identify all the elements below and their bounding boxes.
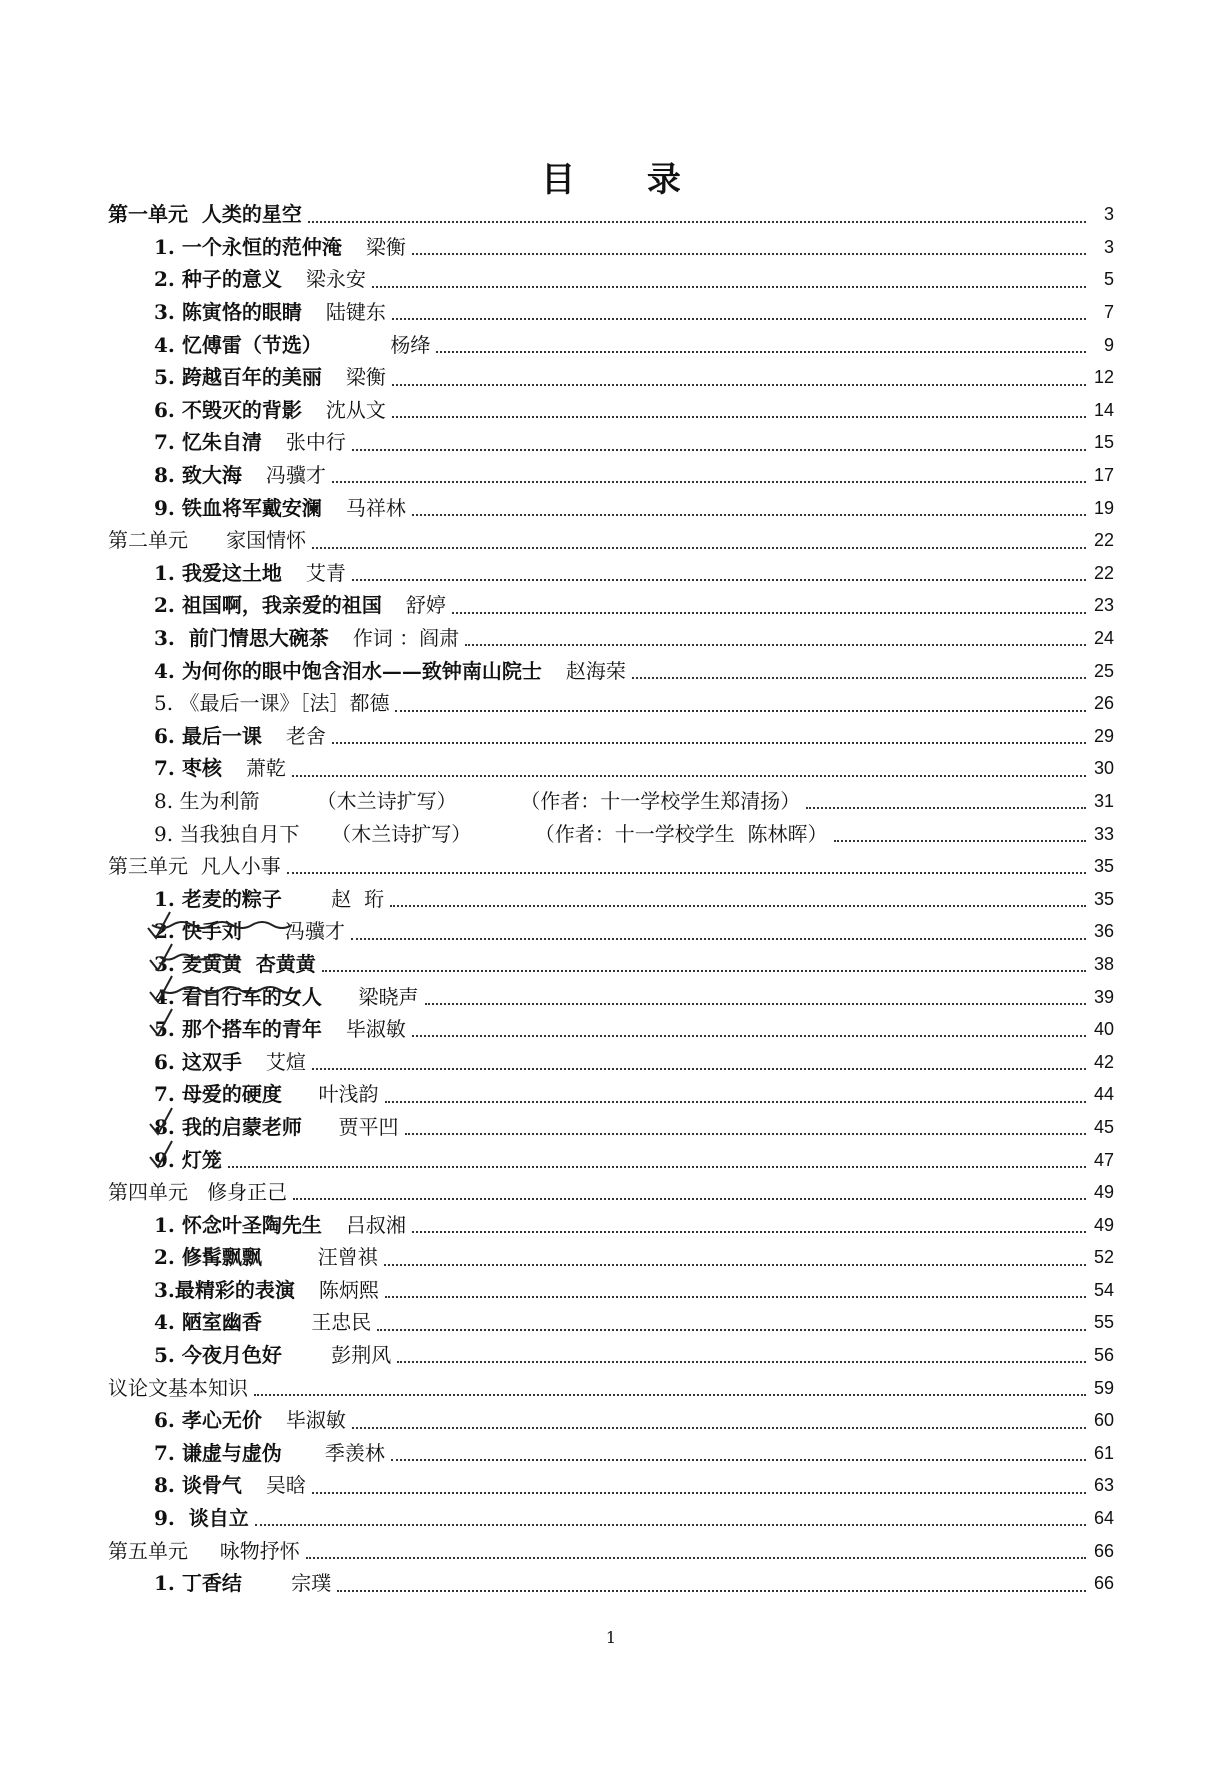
toc-entry-row xyxy=(108,296,1114,329)
entry-title: 2. 修髯飘飘 xyxy=(154,1245,262,1270)
toc-entry-row xyxy=(108,980,1114,1013)
entry-page-number: 66 xyxy=(1093,1573,1114,1594)
toc-entry-row xyxy=(108,1078,1114,1111)
dot-leader xyxy=(292,767,1086,777)
toc-entry-row xyxy=(108,1502,1114,1535)
dot-leader xyxy=(308,213,1086,223)
dot-leader xyxy=(412,1027,1086,1037)
entry-title: 7. 枣核 xyxy=(154,756,222,781)
toc-unit-row xyxy=(108,198,1114,231)
entry-page-number: 44 xyxy=(1093,1084,1114,1105)
dot-leader xyxy=(465,636,1086,646)
entry-title: 7. 母爱的硬度 xyxy=(154,1082,282,1107)
entry-page-number: 25 xyxy=(1093,660,1114,681)
entry-title: 2. 快手刘 xyxy=(154,919,242,944)
toc-entry-row xyxy=(108,1013,1114,1046)
entry-title: 9. 铁血将军戴安澜 xyxy=(154,495,322,520)
entry-page-number: 56 xyxy=(1093,1345,1114,1366)
toc-entry-row xyxy=(108,654,1114,687)
toc-entry-row xyxy=(108,622,1114,655)
entry-page-number: 35 xyxy=(1093,888,1114,909)
entry-page-number: 47 xyxy=(1093,1149,1114,1170)
dot-leader xyxy=(412,506,1086,516)
dot-leader xyxy=(390,897,1086,907)
entry-page-number: 23 xyxy=(1093,595,1114,616)
entry-title: 7. 谦虚与虚伪 xyxy=(154,1440,282,1465)
entry-title: 4. 陋室幽香 xyxy=(154,1310,262,1335)
entry-title: 第四单元 修身正己 xyxy=(108,1180,288,1205)
entry-page-number: 14 xyxy=(1093,399,1114,420)
entry-page-number: 60 xyxy=(1093,1410,1114,1431)
toc-entry-row xyxy=(108,948,1114,981)
entry-page-number: 26 xyxy=(1093,693,1114,714)
entry-author: 毕淑敏 xyxy=(345,1017,406,1042)
entry-author: 毕淑敏 xyxy=(285,1408,346,1433)
entry-author: 冯骥才 xyxy=(265,919,345,944)
entry-page-number: 45 xyxy=(1093,1116,1114,1137)
entry-page-number: 55 xyxy=(1093,1312,1114,1333)
entry-title: 6. 孝心无价 xyxy=(154,1408,262,1433)
toc-entry-row xyxy=(108,394,1114,427)
dot-leader xyxy=(392,408,1086,418)
toc-entry-row xyxy=(108,1469,1114,1502)
entry-title: 8. 我的启蒙老师 xyxy=(154,1114,302,1139)
entry-page-number: 49 xyxy=(1093,1182,1114,1203)
toc-entry-row xyxy=(108,1143,1114,1176)
toc-entry-row xyxy=(108,459,1114,492)
dot-leader xyxy=(372,278,1086,288)
toc-entry-row xyxy=(108,1241,1114,1274)
entry-page-number: 31 xyxy=(1093,790,1114,811)
entry-title: 5. 那个搭车的青年 xyxy=(154,1017,322,1042)
dot-leader xyxy=(392,310,1086,320)
entry-title: 3. 陈寅恪的眼睛 xyxy=(154,300,302,325)
dot-leader xyxy=(632,669,1086,679)
dot-leader xyxy=(293,1190,1086,1200)
entry-title: 3. 前门情思大碗茶 xyxy=(154,626,329,651)
toc-entry-row xyxy=(108,557,1114,590)
entry-author: 杨绛 xyxy=(345,332,431,357)
entry-page-number: 22 xyxy=(1093,562,1114,583)
entry-page-number: 39 xyxy=(1093,986,1114,1007)
toc-entry-row xyxy=(108,1111,1114,1144)
entry-author: 汪曾祺 xyxy=(285,1245,378,1270)
entry-page-number: 7 xyxy=(1103,302,1114,323)
entry-author: 舒婷 xyxy=(405,593,446,618)
toc-unit-row xyxy=(108,1534,1114,1567)
dot-leader xyxy=(312,1060,1086,1070)
toc-entry-row xyxy=(108,1567,1114,1600)
entry-title: 7. 忆朱自清 xyxy=(154,430,262,455)
entry-author: 季羡林 xyxy=(305,1440,385,1465)
entry-page-number: 61 xyxy=(1093,1442,1114,1463)
entry-author: 萧乾 xyxy=(245,756,286,781)
dot-leader xyxy=(391,1451,1086,1461)
entry-title: 4. 忆傅雷（节选） xyxy=(154,332,322,357)
entry-title: 9. 灯笼 xyxy=(154,1147,222,1172)
entry-author: 陆键东 xyxy=(325,300,386,325)
entry-page-number: 38 xyxy=(1093,953,1114,974)
toc-entry-row xyxy=(108,882,1114,915)
entry-author: 赵海荣 xyxy=(565,658,626,683)
entry-page-number: 52 xyxy=(1093,1247,1114,1268)
toc-entry-row xyxy=(108,361,1114,394)
dot-leader xyxy=(377,1321,1086,1331)
toc-entry-row xyxy=(108,328,1114,361)
entry-author: 吕叔湘 xyxy=(345,1212,406,1237)
entry-title: 2. 祖国啊，我亲爱的祖国 xyxy=(154,593,382,618)
page-number: 1 xyxy=(605,1628,617,1647)
entry-page-number: 30 xyxy=(1093,758,1114,779)
entry-page-number: 49 xyxy=(1093,1214,1114,1235)
entry-page-number: 66 xyxy=(1093,1540,1114,1561)
toc-entry-row xyxy=(108,1404,1114,1437)
entry-title: 4. 看自行车的女人 xyxy=(154,984,322,1009)
toc-entry-row xyxy=(108,263,1114,296)
table-of-contents xyxy=(108,198,1114,1600)
dot-leader xyxy=(425,995,1086,1005)
entry-title: 1. 丁香结 xyxy=(154,1571,242,1596)
entry-author: 叶浅韵 xyxy=(305,1082,379,1107)
entry-title: 6. 不毁灭的背影 xyxy=(154,397,302,422)
entry-title: 1. 老麦的粽子 xyxy=(154,886,282,911)
toc-unit-row xyxy=(108,1371,1114,1404)
entry-author: 贾平凹 xyxy=(325,1114,399,1139)
toc-title: 目 录 xyxy=(541,160,711,200)
entry-author: 彭荆风 xyxy=(305,1343,392,1368)
dot-leader xyxy=(412,1223,1086,1233)
entry-page-number: 42 xyxy=(1093,1051,1114,1072)
entry-page-number: 64 xyxy=(1093,1508,1114,1529)
dot-leader xyxy=(405,1125,1086,1135)
entry-author: 梁衡 xyxy=(365,234,406,259)
entry-title: 6. 最后一课 xyxy=(154,723,262,748)
dot-leader xyxy=(384,1256,1086,1266)
toc-entry-row xyxy=(108,1045,1114,1078)
toc-entry-row xyxy=(108,817,1114,850)
entry-page-number: 40 xyxy=(1093,1019,1114,1040)
toc-entry-row xyxy=(108,785,1114,818)
entry-author: 张中行 xyxy=(285,430,346,455)
entry-author: 陈炳熙 xyxy=(318,1277,379,1302)
dot-leader xyxy=(351,930,1086,940)
entry-author: 王忠民 xyxy=(285,1310,372,1335)
dot-leader xyxy=(352,571,1086,581)
dot-leader xyxy=(255,1516,1086,1526)
dot-leader xyxy=(385,1093,1086,1103)
toc-entry-row xyxy=(108,426,1114,459)
entry-page-number: 33 xyxy=(1093,823,1114,844)
dot-leader xyxy=(436,343,1086,353)
entry-author: 老舍 xyxy=(285,723,326,748)
entry-title: 9. 当我独自月下 （木兰诗扩写） （作者：十一学校学生 陈林晖） xyxy=(154,821,828,846)
dot-leader xyxy=(806,799,1086,809)
dot-leader xyxy=(312,539,1086,549)
entry-page-number: 12 xyxy=(1093,367,1114,388)
entry-author: 赵 珩 xyxy=(305,886,384,911)
entry-author: 艾青 xyxy=(305,560,346,585)
dot-leader xyxy=(412,245,1086,255)
entry-page-number: 24 xyxy=(1093,628,1114,649)
toc-entry-row xyxy=(108,1306,1114,1339)
entry-title: 9. 谈自立 xyxy=(154,1506,249,1531)
toc-entry-row xyxy=(108,720,1114,753)
entry-author: 艾煊 xyxy=(265,1049,306,1074)
dot-leader xyxy=(332,734,1086,744)
toc-unit-row xyxy=(108,850,1114,883)
entry-author: 吴晗 xyxy=(265,1473,306,1498)
entry-page-number: 3 xyxy=(1103,204,1114,225)
dot-leader xyxy=(306,1549,1086,1559)
toc-entry-row xyxy=(108,491,1114,524)
entry-page-number: 3 xyxy=(1103,236,1114,257)
toc-entry-row xyxy=(108,915,1114,948)
dot-leader xyxy=(287,864,1086,874)
entry-title: 4. 为何你的眼中饱含泪水——致钟南山院士 xyxy=(154,658,542,683)
entry-title: 8. 谈骨气 xyxy=(154,1473,242,1498)
entry-page-number: 36 xyxy=(1093,921,1114,942)
entry-title: 2. 种子的意义 xyxy=(154,267,282,292)
dot-leader xyxy=(254,1386,1086,1396)
entry-title: 8. 致大海 xyxy=(154,463,242,488)
entry-title: 5. 跨越百年的美丽 xyxy=(154,365,322,390)
entry-title: 议论文基本知识 xyxy=(108,1375,248,1400)
dot-leader xyxy=(228,1158,1086,1168)
dot-leader xyxy=(395,702,1086,712)
entry-title: 第二单元 家国情怀 xyxy=(108,528,307,553)
entry-title: 6. 这双手 xyxy=(154,1049,242,1074)
toc-entry-row xyxy=(108,1208,1114,1241)
dot-leader xyxy=(834,832,1086,842)
dot-leader xyxy=(397,1353,1086,1363)
dot-leader xyxy=(352,441,1086,451)
entry-title: 第五单元 咏物抒怀 xyxy=(108,1538,300,1563)
entry-page-number: 29 xyxy=(1093,725,1114,746)
entry-title: 3. 麦黄黄 杏黄黄 xyxy=(154,951,316,976)
entry-author: 马祥林 xyxy=(345,495,406,520)
toc-entry-row xyxy=(108,1339,1114,1372)
entry-title: 第一单元 人类的星空 xyxy=(108,202,302,227)
entry-author: 梁晓声 xyxy=(345,984,419,1009)
entry-title: 1. 一个永恒的范仲淹 xyxy=(154,234,342,259)
entry-author: 作词 ：阎肃 xyxy=(352,626,460,651)
entry-title: 5. 今夜月色好 xyxy=(154,1343,282,1368)
entry-title: 第三单元 凡人小事 xyxy=(108,854,281,879)
toc-entry-row xyxy=(108,1437,1114,1470)
dot-leader xyxy=(312,1484,1086,1494)
entry-title: 1. 怀念叶圣陶先生 xyxy=(154,1212,322,1237)
entry-page-number: 63 xyxy=(1093,1475,1114,1496)
entry-page-number: 19 xyxy=(1093,497,1114,518)
entry-author: 梁衡 xyxy=(345,365,386,390)
dot-leader xyxy=(452,604,1086,614)
entry-author: 梁永安 xyxy=(305,267,366,292)
dot-leader xyxy=(322,962,1086,972)
dot-leader xyxy=(392,376,1086,386)
entry-author: 宗璞 xyxy=(265,1571,332,1596)
entry-title: 1. 我爱这土地 xyxy=(154,560,282,585)
entry-page-number: 5 xyxy=(1103,269,1114,290)
toc-entry-row xyxy=(108,687,1114,720)
dot-leader xyxy=(332,473,1086,483)
toc-entry-row xyxy=(108,1274,1114,1307)
entry-page-number: 54 xyxy=(1093,1279,1114,1300)
toc-unit-row xyxy=(108,1176,1114,1209)
entry-page-number: 35 xyxy=(1093,856,1114,877)
entry-page-number: 15 xyxy=(1093,432,1114,453)
toc-unit-row xyxy=(108,524,1114,557)
dot-leader xyxy=(337,1582,1086,1592)
entry-page-number: 59 xyxy=(1093,1377,1114,1398)
entry-title: 8. 生为利箭 （木兰诗扩写） （作者：十一学校学生郑清扬） xyxy=(154,788,801,813)
entry-author: 冯骥才 xyxy=(265,463,326,488)
toc-entry-row xyxy=(108,231,1114,264)
dot-leader xyxy=(352,1419,1086,1429)
toc-entry-row xyxy=(108,752,1114,785)
entry-author: 沈从文 xyxy=(325,397,386,422)
entry-title: 3.最精彩的表演 xyxy=(154,1277,295,1302)
entry-title: 5. 《最后一课》［法］都德 xyxy=(154,691,390,716)
toc-entry-row xyxy=(108,589,1114,622)
entry-page-number: 9 xyxy=(1103,334,1114,355)
dot-leader xyxy=(385,1288,1086,1298)
entry-page-number: 22 xyxy=(1093,530,1114,551)
entry-page-number: 17 xyxy=(1093,465,1114,486)
